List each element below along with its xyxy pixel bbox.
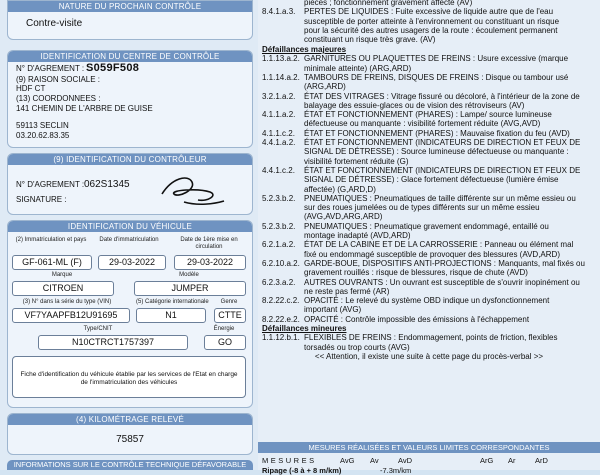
mileage-box	[7, 413, 253, 455]
center-header: IDENTIFICATION DU CENTRE DE CONTRÔLE	[8, 51, 252, 62]
defect-text: FLEXIBLES DE FREINS : Endommagement, points de friction, flexibles	[304, 333, 558, 343]
vehicle-box	[7, 220, 253, 408]
defect-text: AUTRES OUVRANTS : Un ouvrant est susceptible de s'ouvrir inopinément ou	[304, 277, 580, 287]
inspector-agrement-label: N° D'AGREMENT :	[16, 180, 85, 189]
defect-code: 6.2.3.a.2.	[262, 277, 296, 287]
defect-text: gravement rouillés : risque de blessures, risque de chute (AVD)	[304, 268, 528, 278]
genre-label: Genre	[220, 299, 238, 305]
defect-text: fixé ou endommagé susceptible de provoquer des blessures (AVD,ARD)	[304, 249, 560, 259]
measure-column-label: ArG	[480, 456, 494, 465]
defect-text: OPACITÉ : Le relevé du système OBD indique un dysfonctionnement	[304, 296, 550, 306]
measure-column-label: ArD	[535, 456, 548, 465]
continuation-notice: << Attention, il existe une suite à cette page du procès-verbal >>	[314, 351, 544, 361]
defect-text: ÉTAT ET FONCTIONNEMENT (INDICATEURS DE DIRECTION ET FEUX DE	[304, 165, 581, 175]
measure-column-label: AvG	[340, 456, 355, 465]
defect-text: SIGNAL DE DÉTRESSE) : Glace fortement défectueuse (lumière émise	[304, 175, 559, 185]
defect-text: susceptible de porter atteinte à l'environnement ou constituant un risque	[304, 16, 560, 26]
defect-text: SIGNAL DE DÉTRESSE) : Source lumineuse défectueuse ou manquante :	[304, 147, 569, 157]
defect-text: défectueuse ou manquante : visibilité fortement réduite (AVG,AVD)	[304, 119, 541, 129]
defect-code: 4.1.1.c.2.	[262, 128, 295, 138]
vehicle-header: IDENTIFICATION DU VÉHICULE	[8, 221, 252, 232]
defect-text: pièces ; fonctionnement gravement affecté (AV)	[304, 0, 473, 7]
defect-text: minimale atteinte) (ARG,ARD)	[304, 63, 412, 73]
measure-column-label: AvD	[398, 456, 413, 465]
defect-text: ÉTAT ET FONCTIONNEMENT (PHARES) : Mauvaise fixation du feu (AVD)	[304, 128, 570, 138]
type-label: Type/CNIT	[83, 326, 113, 332]
inspector-header: (9) IDENTIFICATION DU CONTRÔLEUR	[8, 154, 252, 165]
ripage-value: -7.3m/km	[380, 466, 412, 475]
inspector-signature-label: SIGNATURE :	[16, 195, 67, 204]
defect-code: 4.4.1.a.2.	[262, 138, 296, 147]
measure-column-label: Ar	[508, 456, 516, 465]
defect-code: 8.2.22.e.2.	[262, 314, 300, 324]
next-control-box	[7, 0, 253, 40]
defect-text: ÉTAT DES VITRAGES : Vitrage fissuré ou décoloré, à l'intérieur de la zone de	[304, 91, 580, 101]
center-raison-label: (9) RAISON SOCIALE :	[16, 75, 101, 84]
marque-label: Marque	[51, 272, 73, 278]
mileage-header: (4) KILOMÉTRAGE RELEVÉ	[8, 414, 252, 425]
defect-code: 5.2.3.b.2.	[262, 193, 296, 203]
center-city: 59113 SECLIN	[16, 121, 69, 130]
energie-label: Énergie	[213, 326, 235, 332]
defect-code: 8.4.1.a.3.	[262, 7, 296, 17]
defect-text: PNEUMATIQUES : Pneumatique gravement endommagé, entaillé ou	[304, 221, 549, 231]
next-control-value: Contre-visite	[26, 18, 83, 29]
marque-field: CITROEN	[12, 281, 114, 296]
next-control-header: NATURE DU PROCHAIN CONTRÔLE	[8, 1, 252, 12]
defect-code: 1.1.13.a.2.	[262, 54, 300, 64]
type-field: N10CTRCT1757397	[38, 335, 188, 350]
center-raison-value: HDF CT	[16, 84, 46, 93]
defect-text: GARDE-BOUE, DISPOSITIFS ANTI-PROJECTIONS : Manquants, mal fixés ou	[304, 258, 585, 268]
defect-text: ÉTAT DE LA CABINE ET DE LA CARROSSERIE : Panneau ou élément mal	[304, 240, 574, 250]
measures-label: MESURES	[262, 456, 317, 465]
measure-column-label: Av	[370, 456, 379, 465]
inspector-agrement-value: 062S1345	[84, 179, 130, 190]
vin-label: (3) N° dans la série du type (VIN)	[22, 299, 112, 305]
center-box	[7, 50, 253, 148]
defect-text: GARNITURES OU PLAQUETTES DE FREINS : Usure excessive (marque	[304, 54, 569, 64]
major-defects-heading: Défaillances majeures	[262, 45, 347, 54]
measures-header: MESURES RÉALISÉES ET VALEURS LIMITES CORRESPONDANTES	[258, 442, 600, 453]
defect-text: OPACITÉ : Contrôle impossible des émissions à l'échappement	[304, 314, 530, 324]
defect-text: constituant un risque très grave. (AV)	[304, 35, 436, 45]
defect-text: torsadés ou trop courts (AVG)	[304, 342, 410, 352]
defect-code: 5.2.3.b.2.	[262, 221, 296, 231]
defect-text: sur des roues jumelées ou de types différents sur un même essieu	[304, 203, 540, 213]
defect-text: TAMBOURS DE FREINS, DISQUES DE FREINS : Disque ou tambour usé	[304, 72, 569, 82]
date-immat-field: 29-03-2022	[98, 255, 166, 270]
cat-field: N1	[136, 308, 206, 323]
defect-text: visibilité fortement réduite (G)	[304, 156, 409, 166]
center-coord-label: (13) COORDONNEES :	[16, 94, 101, 103]
defect-text: affectée) (G,ARD,D)	[304, 184, 376, 194]
vehicle-note: Fiche d'identification du véhicule établie par les services de l'Etat en charge de l'immatriculation des véhicules	[20, 371, 238, 386]
signature-image	[158, 168, 228, 210]
footer-left-header: INFORMATIONS SUR LE CONTRÔLE TECHNIQUE DÉFAVORABLE	[7, 460, 253, 470]
vin-field: VF7YAAPFB12U91695	[12, 308, 130, 323]
date-circ-label: Date de 1ère mise en circulation	[180, 237, 238, 250]
center-address: 141 CHEMIN DE L'ARBRE DE GUISE	[16, 104, 153, 113]
minor-defects-heading: Défaillances mineures	[262, 324, 347, 333]
defect-text: (AVG,AVD,ARG,ARD)	[304, 212, 383, 222]
defect-text: ÉTAT ET FONCTIONNEMENT (INDICATEURS DE DIRECTION ET FEUX DE	[304, 138, 581, 147]
modele-field: JUMPER	[134, 281, 246, 296]
defect-code: 1.1.14.a.2.	[262, 72, 300, 82]
date-immat-label: Date d'immatriculation	[99, 237, 159, 243]
ripage-label: Ripage (-8 à + 8 m/km)	[262, 466, 342, 475]
mileage-value: 75857	[116, 434, 144, 445]
defect-code: 4.4.1.c.2.	[262, 165, 295, 175]
defects-panel	[258, 0, 600, 470]
energie-field: GO	[204, 335, 246, 350]
immat-field: GF-061-ML (F)	[12, 255, 92, 270]
date-circ-field: 29-03-2022	[174, 255, 246, 270]
defect-code: 4.1.1.a.2.	[262, 110, 296, 120]
defect-code: 1.1.12.b.1.	[262, 333, 300, 343]
defect-text: montage inadapté (AVD,ARD)	[304, 231, 411, 240]
defect-text: balayage des essuie-glaces ou de vision des rétroviseurs (AV)	[304, 100, 525, 110]
defect-text: pour la sécurité des autres usagers de la route : écoulement permanent	[304, 25, 558, 35]
center-phone: 03.20.62.83.35	[16, 131, 70, 140]
modele-label: Modèle	[179, 272, 199, 278]
defect-text: (ARG,ARD)	[304, 82, 346, 92]
defect-code: 8.2.22.c.2.	[262, 296, 300, 306]
cat-label: (5) Catégorie internationale	[136, 299, 209, 305]
inspector-box	[7, 153, 253, 215]
defect-code: 3.2.1.a.2.	[262, 91, 296, 101]
defect-code: 6.2.10.a.2.	[262, 258, 300, 268]
center-agrement-label: N° D'AGREMENT :	[16, 64, 85, 73]
defect-text: PERTES DE LIQUIDES : Fuite excessive de liquide autre que de l'eau	[304, 7, 554, 17]
defect-text: ne reste pas fermé (AR)	[304, 286, 390, 296]
immat-label: (2) Immatriculation et pays	[15, 237, 87, 243]
center-agrement-value: S059F508	[86, 62, 140, 74]
defect-code: 6.2.1.a.2.	[262, 240, 296, 250]
defect-text: PNEUMATIQUES : Pneumatiques de taille différente sur un même essieu ou	[304, 193, 576, 203]
defect-text: ÉTAT ET FONCTIONNEMENT (PHARES) : Lampe/ source lumineuse	[304, 110, 552, 120]
genre-field: CTTE	[214, 308, 246, 323]
defect-text: important (AVG)	[304, 305, 362, 315]
